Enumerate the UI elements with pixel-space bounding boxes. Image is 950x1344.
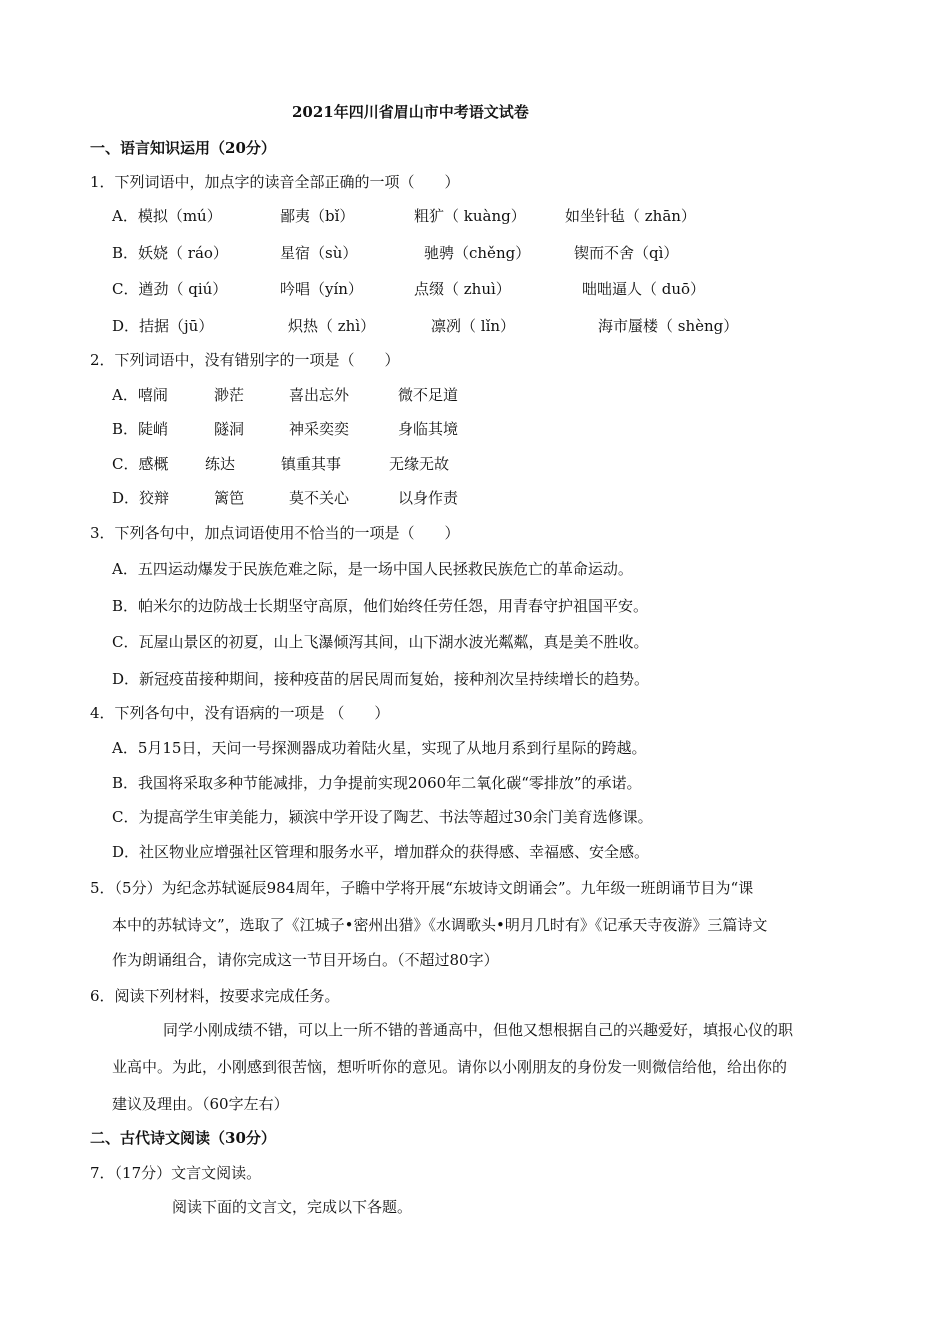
q1-option-c-1: C．遒劲（ qiú） <box>112 280 228 298</box>
question-5-line-2: 本中的苏轼诗文”，选取了《江城子•密州出猎》《水调歌头•明月几时有》《记承天寺夜游》三篇诗文 <box>112 916 768 934</box>
q4-option-d: D．社区物业应增强社区管理和服务水平，增加群众的获得感、幸福感、安全感。 <box>112 843 650 861</box>
q2-option-c-1: C．感概 <box>112 455 169 473</box>
q3-option-d: D．新冠疫苗接种期间，接种疫苗的居民周而复始，接种剂次呈持续增长的趋势。 <box>112 670 650 688</box>
q2-option-c-2: 练达 <box>205 455 236 473</box>
question-7-stem: 7．（17分）文言文阅读。 <box>90 1164 262 1182</box>
q2-option-d-3: 莫不关心 <box>289 489 350 507</box>
q3-option-c: C．瓦屋山景区的初夏，山上飞瀑倾泻其间，山下湖水波光粼粼，真是美不胜收。 <box>112 633 649 651</box>
question-6-para-line-3: 建议及理由。（60字左右） <box>112 1095 289 1113</box>
q1-option-d-3: 凛冽（ lǐn） <box>431 317 516 335</box>
q1-option-a-2: 鄙夷（bǐ） <box>280 207 355 225</box>
q2-option-c-3: 镇重其事 <box>281 455 342 473</box>
q2-option-b-4: 身临其境 <box>398 420 459 438</box>
q1-option-a-1: A．模拟（mú） <box>112 207 222 225</box>
q4-option-a: A．5月15日，天问一号探测器成功着陆火星，实现了从地月系到行星际的跨越。 <box>112 739 647 757</box>
q2-option-a-4: 微不足道 <box>398 386 459 404</box>
q2-option-d-4: 以身作责 <box>398 489 459 507</box>
q1-option-b-4: 锲而不舍（qì） <box>574 244 679 262</box>
q1-option-b-2: 星宿（sù） <box>280 244 358 262</box>
question-5-line-1: 5．（5分）为纪念苏轼诞辰984周年，子瞻中学将开展“东坡诗文朗诵会”。九年级一班朗诵节目为“课 <box>90 879 754 897</box>
question-2-stem: 2．下列词语中，没有错别字的一项是（ ） <box>90 351 400 369</box>
q2-option-b-3: 神采奕奕 <box>289 420 350 438</box>
q2-option-c-4: 无缘无故 <box>389 455 450 473</box>
q2-option-b-2: 隧洞 <box>214 420 245 438</box>
q1-option-c-4: 咄咄逼人（ duō） <box>582 280 706 298</box>
q1-option-b-1: B．妖娆（ ráo） <box>112 244 228 262</box>
q3-option-b: B．帕米尔的边防战士长期坚守高原，他们始终任劳任怨，用青春守护祖国平安。 <box>112 597 649 615</box>
q1-option-d-2: 炽热（ zhì） <box>288 317 376 335</box>
q2-option-a-3: 喜出忘外 <box>289 386 350 404</box>
q1-option-d-1: D．拮据（jū） <box>112 317 214 335</box>
question-6-stem: 6．阅读下列材料，按要求完成任务。 <box>90 987 340 1005</box>
question-1-stem: 1．下列词语中，加点字的读音全部正确的一项（ ） <box>90 173 460 191</box>
question-3-stem: 3．下列各句中，加点词语使用不恰当的一项是（ ） <box>90 524 460 542</box>
section-heading-2: 二、古代诗文阅读（30分） <box>90 1129 276 1147</box>
q4-option-c: C．为提高学生审美能力，颍滨中学开设了陶艺、书法等超过30余门美育选修课。 <box>112 808 653 826</box>
q1-option-a-3: 粗犷（ kuàng） <box>414 207 526 225</box>
q2-option-a-1: A．嘻闹 <box>112 386 168 404</box>
page-title: 2021年四川省眉山市中考语文试卷 <box>292 103 529 121</box>
q1-option-c-3: 点缀（ zhuì） <box>414 280 511 298</box>
q2-option-d-2: 篱笆 <box>214 489 245 507</box>
q4-option-b: B．我国将采取多种节能减排，力争提前实现2060年二氧化碳“零排放”的承诺。 <box>112 774 642 792</box>
q1-option-a-4: 如坐针毡（ zhān） <box>565 207 696 225</box>
question-4-stem: 4．下列各句中，没有语病的一项是 （ ） <box>90 704 390 722</box>
q2-option-d-1: D．狡辩 <box>112 489 170 507</box>
q3-option-a: A．五四运动爆发于民族危难之际，是一场中国人民拯救民族危亡的革命运动。 <box>112 560 633 578</box>
q1-option-b-3: 驰骋（chěng） <box>424 244 531 262</box>
q1-option-c-2: 吟唱（yín） <box>280 280 363 298</box>
q2-option-a-2: 渺茫 <box>214 386 245 404</box>
section-heading-1: 一、语言知识运用（20分） <box>90 139 276 157</box>
question-6-para-line-2: 业高中。为此，小刚感到很苦恼，想听听你的意见。请你以小刚朋友的身份发一则微信给他，给出你的 <box>112 1058 788 1076</box>
question-5-line-3: 作为朗诵组合，请你完成这一节目开场白。（不超过80字） <box>112 951 499 969</box>
question-7-intro: 阅读下面的文言文，完成以下各题。 <box>172 1198 413 1216</box>
q1-option-d-4: 海市蜃楼（ shèng） <box>598 317 739 335</box>
question-6-para-line-1: 同学小刚成绩不错，可以上一所不错的普通高中，但他又想根据自己的兴趣爱好，填报心仪的职 <box>163 1021 794 1039</box>
q2-option-b-1: B．陡峭 <box>112 420 169 438</box>
